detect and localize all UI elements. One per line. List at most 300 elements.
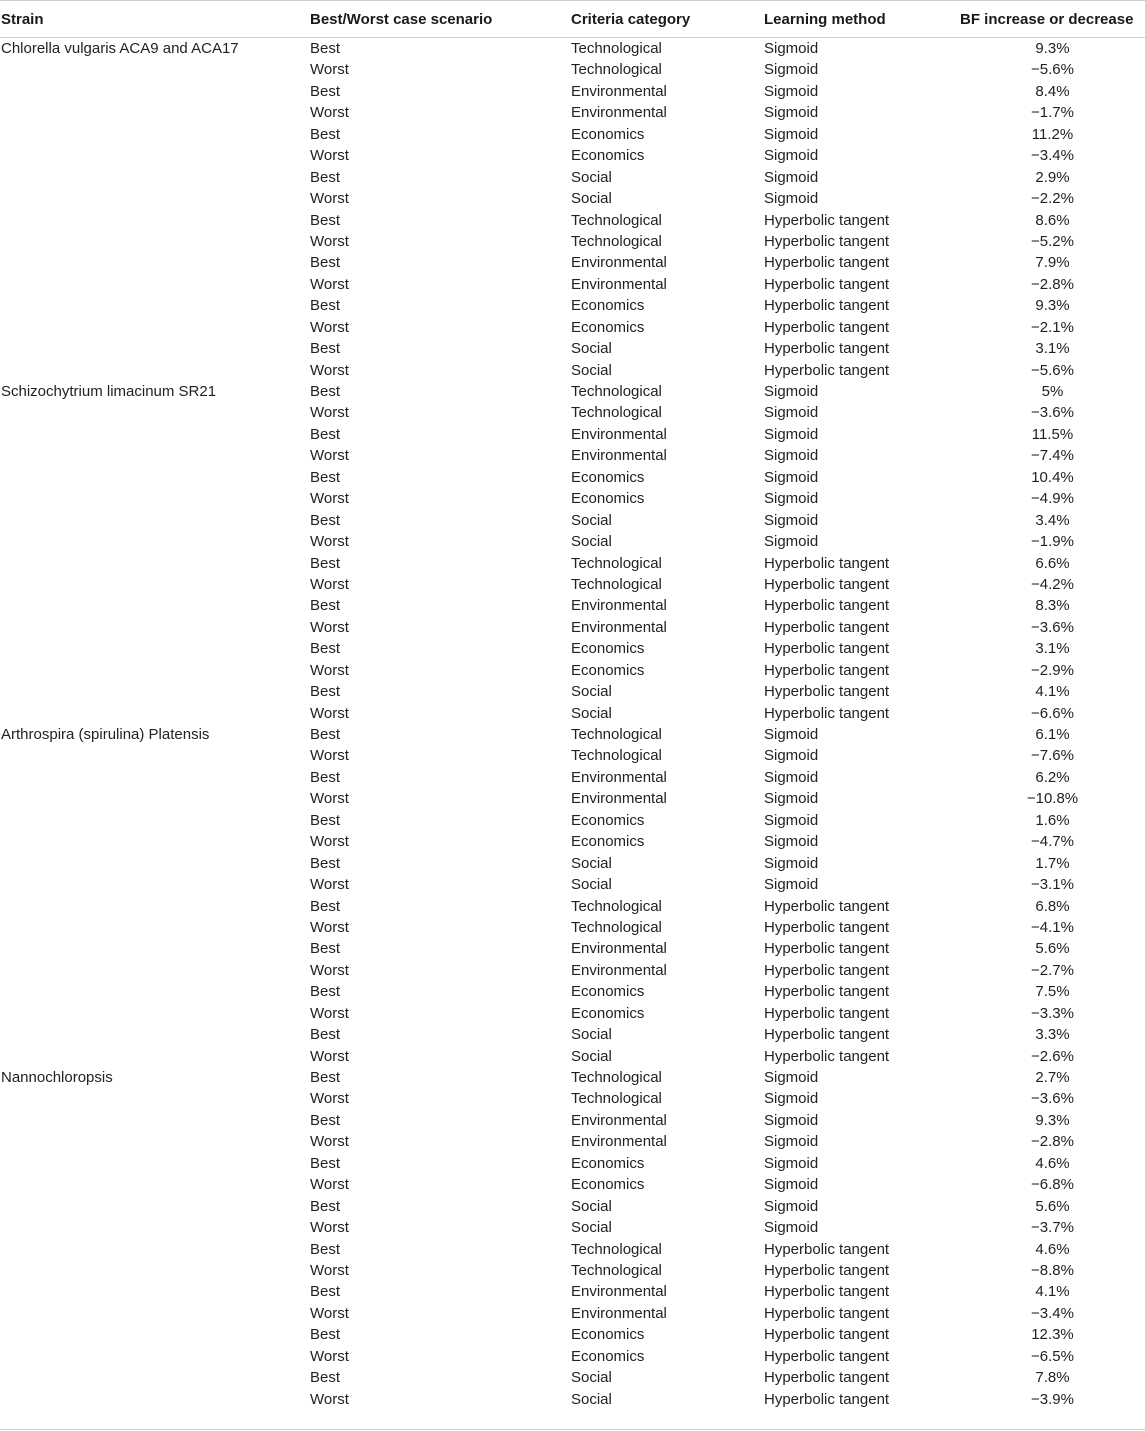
cell-method: Hyperbolic tangent — [764, 575, 890, 593]
cell-category: Social — [571, 340, 612, 358]
table-row — [0, 1239, 1145, 1260]
cell-method: Sigmoid — [764, 168, 819, 186]
cell-method: Hyperbolic tangent — [764, 940, 890, 958]
table-row — [0, 338, 1145, 359]
cell-bf: −4.2% — [1031, 575, 1074, 593]
cell-method: Sigmoid — [764, 404, 819, 422]
cell-strain: Arthrospira (spirulina) Platensis — [1, 726, 210, 743]
cell-scenario: Best — [310, 597, 341, 615]
cell-bf: −6.8% — [1031, 1176, 1074, 1194]
cell-scenario: Worst — [310, 232, 349, 250]
cell-scenario: Worst — [310, 1090, 349, 1108]
cell-category: Social — [571, 533, 612, 551]
cell-method: Hyperbolic tangent — [764, 340, 890, 358]
table-row — [0, 553, 1145, 574]
cell-method: Hyperbolic tangent — [764, 275, 890, 293]
cell-method: Hyperbolic tangent — [764, 640, 890, 658]
table-row — [0, 145, 1145, 166]
cell-scenario: Worst — [310, 833, 349, 851]
cell-method: Sigmoid — [764, 147, 819, 165]
cell-scenario: Worst — [310, 1304, 349, 1322]
cell-category: Economics — [571, 983, 645, 1001]
cell-bf: 4.1% — [1035, 1283, 1070, 1301]
cell-category: Technological — [571, 1090, 662, 1108]
cell-bf: −1.7% — [1031, 104, 1074, 122]
cell-method: Hyperbolic tangent — [764, 254, 890, 272]
cell-scenario: Worst — [310, 661, 349, 679]
cell-bf: 3.4% — [1035, 511, 1070, 529]
cell-scenario: Best — [310, 1326, 341, 1344]
cell-method: Sigmoid — [764, 190, 819, 208]
cell-bf: 7.5% — [1035, 983, 1070, 1001]
cell-method: Hyperbolic tangent — [764, 1047, 890, 1065]
table-row — [0, 188, 1145, 209]
cell-category: Technological — [571, 575, 662, 593]
cell-scenario: Worst — [310, 1004, 349, 1022]
cell-scenario: Best — [310, 1026, 341, 1044]
table-row — [0, 445, 1145, 466]
cell-scenario: Best — [310, 468, 341, 486]
cell-category: Economics — [571, 1004, 645, 1022]
cell-bf: 7.9% — [1035, 254, 1070, 272]
table-body — [0, 38, 1145, 1410]
table-row — [0, 317, 1145, 338]
table-row — [0, 938, 1145, 959]
cell-scenario: Best — [310, 640, 341, 658]
table-row — [0, 595, 1145, 616]
cell-scenario: Worst — [310, 361, 349, 379]
cell-category: Environmental — [571, 425, 667, 443]
table-row — [0, 745, 1145, 766]
table-row — [0, 767, 1145, 788]
cell-category: Environmental — [571, 1304, 667, 1322]
table-row — [0, 1281, 1145, 1302]
table-row — [0, 1067, 1145, 1088]
table-row — [0, 1003, 1145, 1024]
cell-bf: −5.2% — [1031, 232, 1074, 250]
table-row — [0, 1389, 1145, 1410]
cell-method: Sigmoid — [764, 1197, 819, 1215]
cell-method: Hyperbolic tangent — [764, 211, 890, 229]
table-row — [0, 210, 1145, 231]
table-row — [0, 402, 1145, 423]
cell-bf: 10.4% — [1031, 468, 1074, 486]
cell-method: Hyperbolic tangent — [764, 1326, 890, 1344]
header-scenario: Best/Worst case scenario — [310, 11, 493, 28]
cell-scenario: Best — [310, 897, 341, 915]
cell-method: Sigmoid — [764, 833, 819, 851]
table-row — [0, 1088, 1145, 1109]
table-row — [0, 1303, 1145, 1324]
header-method: Learning method — [764, 11, 886, 28]
table-row — [0, 724, 1145, 745]
cell-scenario: Worst — [310, 1390, 349, 1408]
cell-method: Sigmoid — [764, 790, 819, 808]
cell-bf: −2.6% — [1031, 1047, 1074, 1065]
cell-category: Social — [571, 1047, 612, 1065]
cell-scenario: Worst — [310, 1133, 349, 1151]
cell-strain: Chlorella vulgaris ACA9 and ACA17 — [1, 40, 239, 57]
table-row — [0, 488, 1145, 509]
cell-bf: −1.9% — [1031, 533, 1074, 551]
cell-method: Sigmoid — [764, 1154, 819, 1172]
table-row — [0, 960, 1145, 981]
cell-bf: −6.5% — [1031, 1347, 1074, 1365]
cell-bf: 1.6% — [1035, 811, 1070, 829]
cell-scenario: Worst — [310, 1261, 349, 1279]
cell-method: Hyperbolic tangent — [764, 1347, 890, 1365]
cell-category: Technological — [571, 897, 662, 915]
table-row — [0, 510, 1145, 531]
cell-scenario: Best — [310, 983, 341, 1001]
cell-scenario: Worst — [310, 318, 349, 336]
table-row — [0, 1153, 1145, 1174]
cell-bf: −5.6% — [1031, 361, 1074, 379]
cell-scenario: Best — [310, 726, 341, 743]
cell-category: Environmental — [571, 1111, 667, 1129]
table-row — [0, 38, 1145, 59]
cell-bf: 1.7% — [1035, 854, 1070, 872]
cell-scenario: Best — [310, 683, 341, 701]
cell-bf: 8.3% — [1035, 597, 1070, 615]
cell-category: Social — [571, 1390, 612, 1408]
cell-scenario: Worst — [310, 61, 349, 79]
cell-category: Environmental — [571, 447, 667, 465]
cell-category: Environmental — [571, 790, 667, 808]
header-category: Criteria category — [571, 11, 691, 28]
cell-category: Technological — [571, 1069, 662, 1086]
cell-bf: 12.3% — [1031, 1326, 1074, 1344]
cell-category: Social — [571, 511, 612, 529]
table-row — [0, 424, 1145, 445]
cell-strain: Schizochytrium limacinum SR21 — [1, 383, 217, 400]
cell-method: Hyperbolic tangent — [764, 1261, 890, 1279]
cell-category: Economics — [571, 297, 645, 315]
header-bf: BF increase or decrease — [960, 11, 1134, 28]
cell-category: Environmental — [571, 597, 667, 615]
cell-scenario: Best — [310, 82, 341, 100]
cell-bf: −2.8% — [1031, 275, 1074, 293]
cell-scenario: Worst — [310, 490, 349, 508]
table-row — [0, 1046, 1145, 1067]
table-row — [0, 853, 1145, 874]
cell-scenario: Worst — [310, 275, 349, 293]
cell-category: Social — [571, 1026, 612, 1044]
cell-method: Sigmoid — [764, 490, 819, 508]
cell-scenario: Worst — [310, 790, 349, 808]
cell-category: Economics — [571, 125, 645, 143]
cell-category: Environmental — [571, 275, 667, 293]
cell-bf: −7.4% — [1031, 447, 1074, 465]
cell-scenario: Worst — [310, 1347, 349, 1365]
cell-scenario: Worst — [310, 747, 349, 765]
cell-category: Environmental — [571, 618, 667, 636]
cell-bf: −3.4% — [1031, 1304, 1074, 1322]
cell-bf: −2.2% — [1031, 190, 1074, 208]
cell-method: Sigmoid — [764, 876, 819, 894]
cell-method: Sigmoid — [764, 768, 819, 786]
cell-bf: 5% — [1041, 383, 1064, 400]
table-row — [0, 981, 1145, 1002]
cell-method: Hyperbolic tangent — [764, 618, 890, 636]
table-row — [0, 531, 1145, 552]
table-row — [0, 1110, 1145, 1131]
cell-method: Hyperbolic tangent — [764, 232, 890, 250]
table-row — [0, 1217, 1145, 1238]
cell-category: Environmental — [571, 254, 667, 272]
cell-bf: −3.6% — [1031, 1090, 1074, 1108]
cell-method: Hyperbolic tangent — [764, 318, 890, 336]
table-row — [0, 1367, 1145, 1388]
table-row — [0, 810, 1145, 831]
cell-method: Hyperbolic tangent — [764, 918, 890, 936]
cell-method: Sigmoid — [764, 125, 819, 143]
cell-bf: 4.6% — [1035, 1240, 1070, 1258]
cell-method: Hyperbolic tangent — [764, 983, 890, 1001]
cell-method: Hyperbolic tangent — [764, 1390, 890, 1408]
cell-category: Environmental — [571, 961, 667, 979]
cell-method: Hyperbolic tangent — [764, 597, 890, 615]
cell-bf: 6.2% — [1035, 768, 1070, 786]
cell-method: Sigmoid — [764, 425, 819, 443]
table-row — [0, 703, 1145, 724]
cell-scenario: Worst — [310, 1176, 349, 1194]
table-row — [0, 617, 1145, 638]
cell-scenario: Best — [310, 1111, 341, 1129]
table-row — [0, 274, 1145, 295]
cell-scenario: Best — [310, 1069, 341, 1086]
cell-strain: Nannochloropsis — [1, 1069, 113, 1086]
cell-scenario: Best — [310, 1154, 341, 1172]
cell-category: Social — [571, 190, 612, 208]
cell-category: Economics — [571, 1347, 645, 1365]
cell-scenario: Worst — [310, 404, 349, 422]
cell-bf: −4.9% — [1031, 490, 1074, 508]
cell-bf: −3.3% — [1031, 1004, 1074, 1022]
cell-method: Sigmoid — [764, 447, 819, 465]
cell-bf: 8.6% — [1035, 211, 1070, 229]
cell-method: Hyperbolic tangent — [764, 1004, 890, 1022]
cell-category: Economics — [571, 1154, 645, 1172]
cell-bf: 7.8% — [1035, 1369, 1070, 1387]
table-row — [0, 81, 1145, 102]
cell-bf: −2.7% — [1031, 961, 1074, 979]
cell-method: Sigmoid — [764, 82, 819, 100]
cell-bf: 2.7% — [1035, 1069, 1070, 1086]
cell-category: Economics — [571, 811, 645, 829]
cell-method: Hyperbolic tangent — [764, 1304, 890, 1322]
cell-bf: −6.6% — [1031, 704, 1074, 722]
table-row — [0, 231, 1145, 252]
cell-scenario: Best — [310, 1240, 341, 1258]
cell-category: Economics — [571, 833, 645, 851]
table-row — [0, 467, 1145, 488]
cell-method: Hyperbolic tangent — [764, 704, 890, 722]
table-row — [0, 1346, 1145, 1367]
cell-scenario: Best — [310, 297, 341, 315]
cell-method: Sigmoid — [764, 1133, 819, 1151]
cell-scenario: Best — [310, 1197, 341, 1215]
cell-scenario: Worst — [310, 147, 349, 165]
cell-bf: −4.7% — [1031, 833, 1074, 851]
cell-scenario: Best — [310, 40, 341, 57]
header-strain: Strain — [1, 11, 44, 28]
cell-scenario: Best — [310, 425, 341, 443]
cell-bf: −3.7% — [1031, 1219, 1074, 1237]
cell-category: Economics — [571, 661, 645, 679]
cell-scenario: Worst — [310, 918, 349, 936]
cell-scenario: Best — [310, 254, 341, 272]
cell-bf: 6.6% — [1035, 554, 1070, 572]
cell-category: Economics — [571, 318, 645, 336]
table-row — [0, 1324, 1145, 1345]
table-row — [0, 917, 1145, 938]
cell-category: Technological — [571, 383, 662, 400]
table-row — [0, 896, 1145, 917]
cell-method: Sigmoid — [764, 1219, 819, 1237]
cell-scenario: Best — [310, 854, 341, 872]
table-row — [0, 1174, 1145, 1195]
cell-scenario: Best — [310, 511, 341, 529]
cell-category: Economics — [571, 468, 645, 486]
bottom-rule — [0, 1429, 1145, 1430]
cell-method: Sigmoid — [764, 811, 819, 829]
cell-bf: 3.1% — [1035, 640, 1070, 658]
cell-category: Social — [571, 168, 612, 186]
cell-scenario: Worst — [310, 575, 349, 593]
cell-method: Hyperbolic tangent — [764, 661, 890, 679]
table-row — [0, 59, 1145, 80]
cell-scenario: Worst — [310, 104, 349, 122]
cell-bf: 9.3% — [1035, 40, 1070, 57]
cell-category: Environmental — [571, 104, 667, 122]
cell-category: Social — [571, 361, 612, 379]
cell-category: Technological — [571, 211, 662, 229]
cell-category: Technological — [571, 40, 662, 57]
cell-scenario: Worst — [310, 618, 349, 636]
cell-scenario: Best — [310, 211, 341, 229]
cell-category: Technological — [571, 918, 662, 936]
cell-scenario: Best — [310, 383, 341, 400]
cell-method: Sigmoid — [764, 40, 819, 57]
cell-bf: 2.9% — [1035, 168, 1070, 186]
cell-category: Social — [571, 704, 612, 722]
cell-method: Sigmoid — [764, 533, 819, 551]
cell-category: Technological — [571, 61, 662, 79]
cell-category: Technological — [571, 726, 662, 743]
cell-method: Hyperbolic tangent — [764, 1026, 890, 1044]
cell-bf: −2.9% — [1031, 661, 1074, 679]
cell-bf: −2.8% — [1031, 1133, 1074, 1151]
cell-category: Environmental — [571, 768, 667, 786]
cell-method: Sigmoid — [764, 468, 819, 486]
cell-category: Environmental — [571, 82, 667, 100]
cell-scenario: Worst — [310, 1219, 349, 1237]
cell-scenario: Best — [310, 768, 341, 786]
cell-category: Economics — [571, 490, 645, 508]
cell-method: Sigmoid — [764, 1111, 819, 1129]
cell-method: Hyperbolic tangent — [764, 897, 890, 915]
cell-bf: −7.6% — [1031, 747, 1074, 765]
cell-category: Economics — [571, 640, 645, 658]
cell-bf: −3.1% — [1031, 876, 1074, 894]
cell-method: Hyperbolic tangent — [764, 1283, 890, 1301]
cell-scenario: Best — [310, 554, 341, 572]
cell-method: Sigmoid — [764, 726, 819, 743]
cell-category: Technological — [571, 554, 662, 572]
table-row — [0, 1260, 1145, 1281]
cell-category: Social — [571, 1369, 612, 1387]
table-row — [0, 124, 1145, 145]
cell-category: Economics — [571, 1326, 645, 1344]
cell-category: Environmental — [571, 1283, 667, 1301]
cell-method: Hyperbolic tangent — [764, 297, 890, 315]
cell-category: Social — [571, 1197, 612, 1215]
cell-method: Sigmoid — [764, 104, 819, 122]
table-header — [0, 0, 1145, 38]
cell-scenario: Worst — [310, 704, 349, 722]
cell-category: Social — [571, 876, 612, 894]
cell-method: Hyperbolic tangent — [764, 961, 890, 979]
cell-bf: −2.1% — [1031, 318, 1074, 336]
cell-bf: −3.6% — [1031, 618, 1074, 636]
table-row — [0, 360, 1145, 381]
table-row — [0, 1024, 1145, 1045]
cell-bf: 11.5% — [1031, 425, 1074, 443]
cell-category: Social — [571, 1219, 612, 1237]
table-row — [0, 681, 1145, 702]
cell-bf: 6.8% — [1035, 897, 1070, 915]
table-row — [0, 874, 1145, 895]
cell-method: Sigmoid — [764, 854, 819, 872]
table-row — [0, 381, 1145, 402]
cell-bf: 5.6% — [1035, 1197, 1070, 1215]
cell-method: Sigmoid — [764, 1176, 819, 1194]
cell-bf: 3.1% — [1035, 340, 1070, 358]
cell-category: Economics — [571, 1176, 645, 1194]
cell-scenario: Worst — [310, 533, 349, 551]
cell-bf: −3.4% — [1031, 147, 1074, 165]
cell-bf: 11.2% — [1031, 125, 1074, 143]
table-row — [0, 252, 1145, 273]
table-row — [0, 167, 1145, 188]
cell-bf: 4.1% — [1035, 683, 1070, 701]
cell-method: Hyperbolic tangent — [764, 683, 890, 701]
cell-scenario: Best — [310, 811, 341, 829]
cell-bf: 3.3% — [1035, 1026, 1070, 1044]
table-row — [0, 638, 1145, 659]
cell-category: Environmental — [571, 940, 667, 958]
cell-scenario: Best — [310, 940, 341, 958]
cell-bf: −5.6% — [1031, 61, 1074, 79]
cell-scenario: Best — [310, 125, 341, 143]
cell-bf: −8.8% — [1031, 1261, 1074, 1279]
cell-bf: 9.3% — [1035, 1111, 1070, 1129]
cell-category: Environmental — [571, 1133, 667, 1151]
cell-scenario: Worst — [310, 190, 349, 208]
table-row — [0, 660, 1145, 681]
cell-bf: 9.3% — [1035, 297, 1070, 315]
cell-bf: −3.9% — [1031, 1390, 1074, 1408]
cell-bf: 4.6% — [1035, 1154, 1070, 1172]
cell-method: Hyperbolic tangent — [764, 1240, 890, 1258]
table-row — [0, 831, 1145, 852]
table-row — [0, 574, 1145, 595]
cell-scenario: Best — [310, 168, 341, 186]
cell-bf: 8.4% — [1035, 82, 1070, 100]
cell-scenario: Best — [310, 1369, 341, 1387]
cell-category: Technological — [571, 404, 662, 422]
